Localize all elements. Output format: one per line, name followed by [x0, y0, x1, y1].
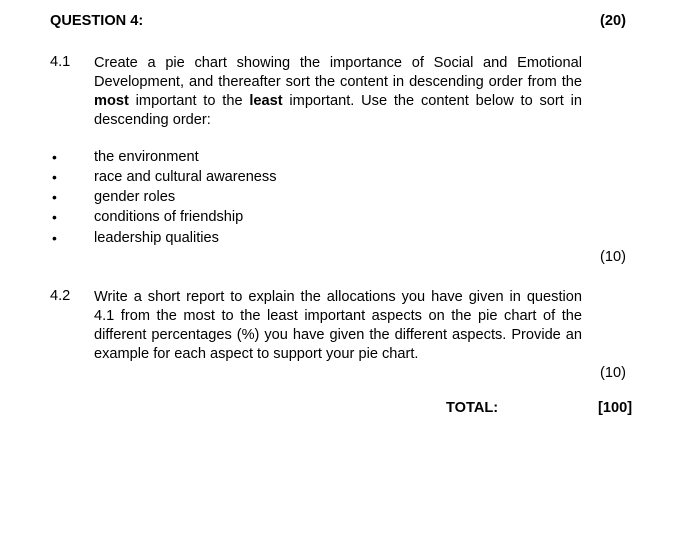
q42-number: 4.2 — [50, 288, 71, 304]
list-item — [0, 189, 675, 209]
q41-number: 4.1 — [50, 54, 71, 70]
q42-marks: (10) — [600, 365, 626, 381]
list-item-text: leadership qualities — [94, 230, 219, 246]
q41-text-part3: important. Use the content below to sort in descending order: — [94, 93, 582, 128]
q41-text-bold-least: least — [249, 93, 283, 109]
list-item-text: gender roles — [94, 189, 176, 205]
list-item — [0, 169, 675, 189]
question-total-marks: (20) — [600, 13, 626, 29]
list-item — [0, 149, 675, 169]
total-value: [100] — [598, 400, 633, 416]
question-heading: QUESTION 4: — [50, 13, 144, 29]
q41-text-bold-most: most — [94, 93, 129, 109]
q41-text-part2: important to the — [128, 93, 250, 109]
bullet-icon: • — [52, 189, 57, 205]
total-label: TOTAL: — [446, 400, 499, 416]
q41-marks: (10) — [600, 249, 626, 265]
q41-text-part1: Create a pie chart showing the importance of Social and Emotional Development, and thereafter sort the content in descending order from the — [94, 55, 582, 90]
q42-instructions: Write a short report to explain the allocations you have given in question 4.1 from the most to the least important aspects on the pie chart of the different percentages (%) you have given the different aspects. Provide an example for each aspect to support your pie chart. — [94, 289, 582, 362]
list-item-text: the environment — [94, 149, 199, 165]
bullet-icon: • — [52, 169, 57, 185]
list-item — [0, 230, 675, 250]
q41-instructions — [94, 54, 582, 130]
bullet-icon: • — [52, 209, 57, 225]
list-item — [0, 209, 675, 229]
list-item-text: conditions of friendship — [94, 209, 244, 225]
list-item-text: race and cultural awareness — [94, 169, 277, 185]
bullet-icon: • — [52, 230, 57, 246]
bullet-icon: • — [52, 149, 57, 165]
